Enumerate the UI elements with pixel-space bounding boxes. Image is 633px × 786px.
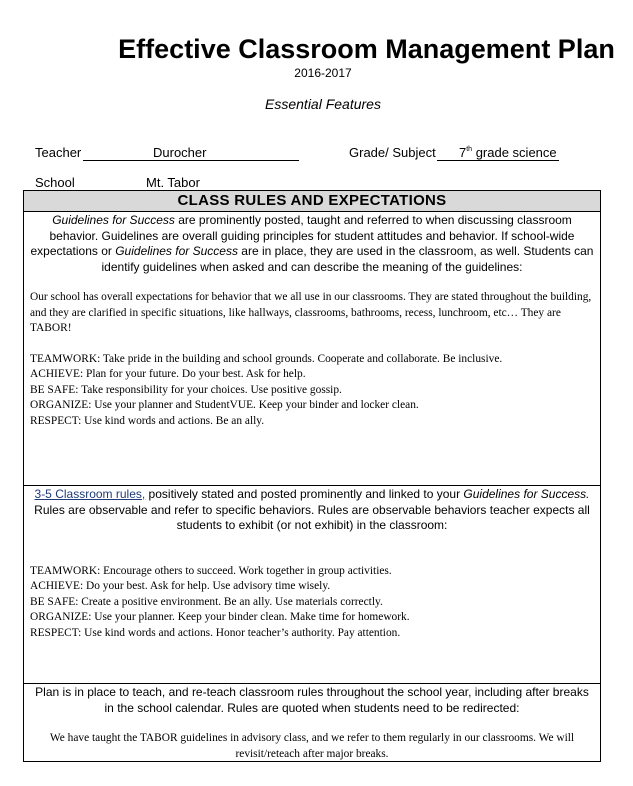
reteach-section	[24, 684, 600, 761]
grade-subject-value	[459, 145, 557, 160]
rule-item: BE SAFE: Create a positive environment. Be an ally. Use materials correctly.	[30, 595, 383, 608]
school-year: 2016-2017	[294, 66, 352, 80]
school-label: School	[35, 175, 75, 190]
guideline-item: RESPECT: Use kind words and actions. Be an ally.	[30, 414, 265, 427]
grade-ordinal-suffix: th	[466, 146, 473, 153]
guideline-item: BE SAFE: Take responsibility for your choices. Use positive gossip.	[30, 383, 342, 396]
rules-intro-text-1: positively stated and posted prominently and linked to your	[145, 487, 464, 501]
document-subtitle: Essential Features	[265, 96, 381, 112]
guidelines-em-2: Guidelines for Success	[115, 244, 238, 258]
class-rules-table	[23, 190, 601, 762]
rule-item: TEAMWORK: Encourage others to succeed. Work together in group activities.	[30, 564, 392, 577]
rules-list	[24, 564, 600, 642]
teacher-label: Teacher	[35, 145, 82, 160]
guidelines-section	[24, 212, 600, 486]
spacer	[24, 275, 600, 290]
spacer	[24, 534, 600, 549]
spacer	[24, 549, 600, 564]
guideline-item: ACHIEVE: Plan for your future. Do your best. Ask for help.	[30, 368, 306, 380]
reteach-intro: Plan is in place to teach, and re-teach classroom rules throughout the school year, including after breaks in the school calendar. Rules are quoted when students need to be redirected:	[35, 685, 589, 715]
grade-subject-text: grade science	[472, 145, 557, 160]
teacher-value: Durocher	[153, 145, 207, 160]
guidelines-intro-text-1: are prominently posted, taught and referred to when discussing classroom behavior. Guidelines are overall guiding principles for student attitudes and behavior. If school-wide expectations or	[30, 213, 575, 258]
document-title: Effective Classroom Management Plan	[118, 34, 615, 64]
rule-item: ORGANIZE: Use your planner. Keep your binder clean. Make time for homework.	[30, 611, 410, 623]
guideline-item: TEAMWORK: Take pride in the building and school grounds. Cooperate and collaborate. Be inclusive.	[30, 352, 503, 365]
rules-em: Guidelines for Success.	[463, 487, 590, 501]
guidelines-response-text: Our school has overall expectations for behavior that we all use in our classrooms. They are stated throughout the building, and they are clarified in specific situations, like hallways, classrooms, bathrooms, recess, lunchroom, etc… They are TABOR!	[30, 291, 592, 334]
rule-item: RESPECT: Use kind words and actions. Honor teacher’s authority. Pay attention.	[30, 626, 401, 639]
grade-subject-label: Grade/ Subject	[349, 145, 436, 160]
rules-intro-text-2: Rules are observable and refer to specific behaviors. Rules are observable behaviors teacher expects all students to exhibit (or not exhibit) in the classroom:	[34, 502, 590, 532]
reteach-response: We have taught the TABOR guidelines in advisory class, and we refer to them regularly in our classrooms. We will revisit/reteach after major breaks.	[49, 732, 575, 760]
guidelines-em-1: Guidelines for Success	[52, 213, 175, 227]
spacer	[24, 716, 600, 731]
classroom-rules-section	[24, 486, 600, 684]
guidelines-response	[24, 290, 600, 429]
rules-intro	[24, 486, 600, 534]
rule-item: ACHIEVE: Do your best. Ask for help. Use advisory time wisely.	[30, 580, 331, 592]
grade-number: 7	[459, 145, 467, 160]
table-heading: CLASS RULES AND EXPECTATIONS	[24, 191, 600, 212]
guidelines-intro	[24, 212, 600, 275]
school-value: Mt. Tabor	[146, 175, 200, 190]
spacer	[30, 337, 594, 352]
guidelines-intro-text-2: are in place, they are used in the classroom, as well. Students can identify guidelines when asked and can describe the meaning of the guidelines:	[101, 244, 594, 274]
guideline-item: ORGANIZE: Use your planner and StudentVUE. Keep your binder and locker clean.	[30, 399, 419, 411]
classroom-rules-link[interactable]: 3-5 Classroom rules,	[34, 487, 146, 501]
